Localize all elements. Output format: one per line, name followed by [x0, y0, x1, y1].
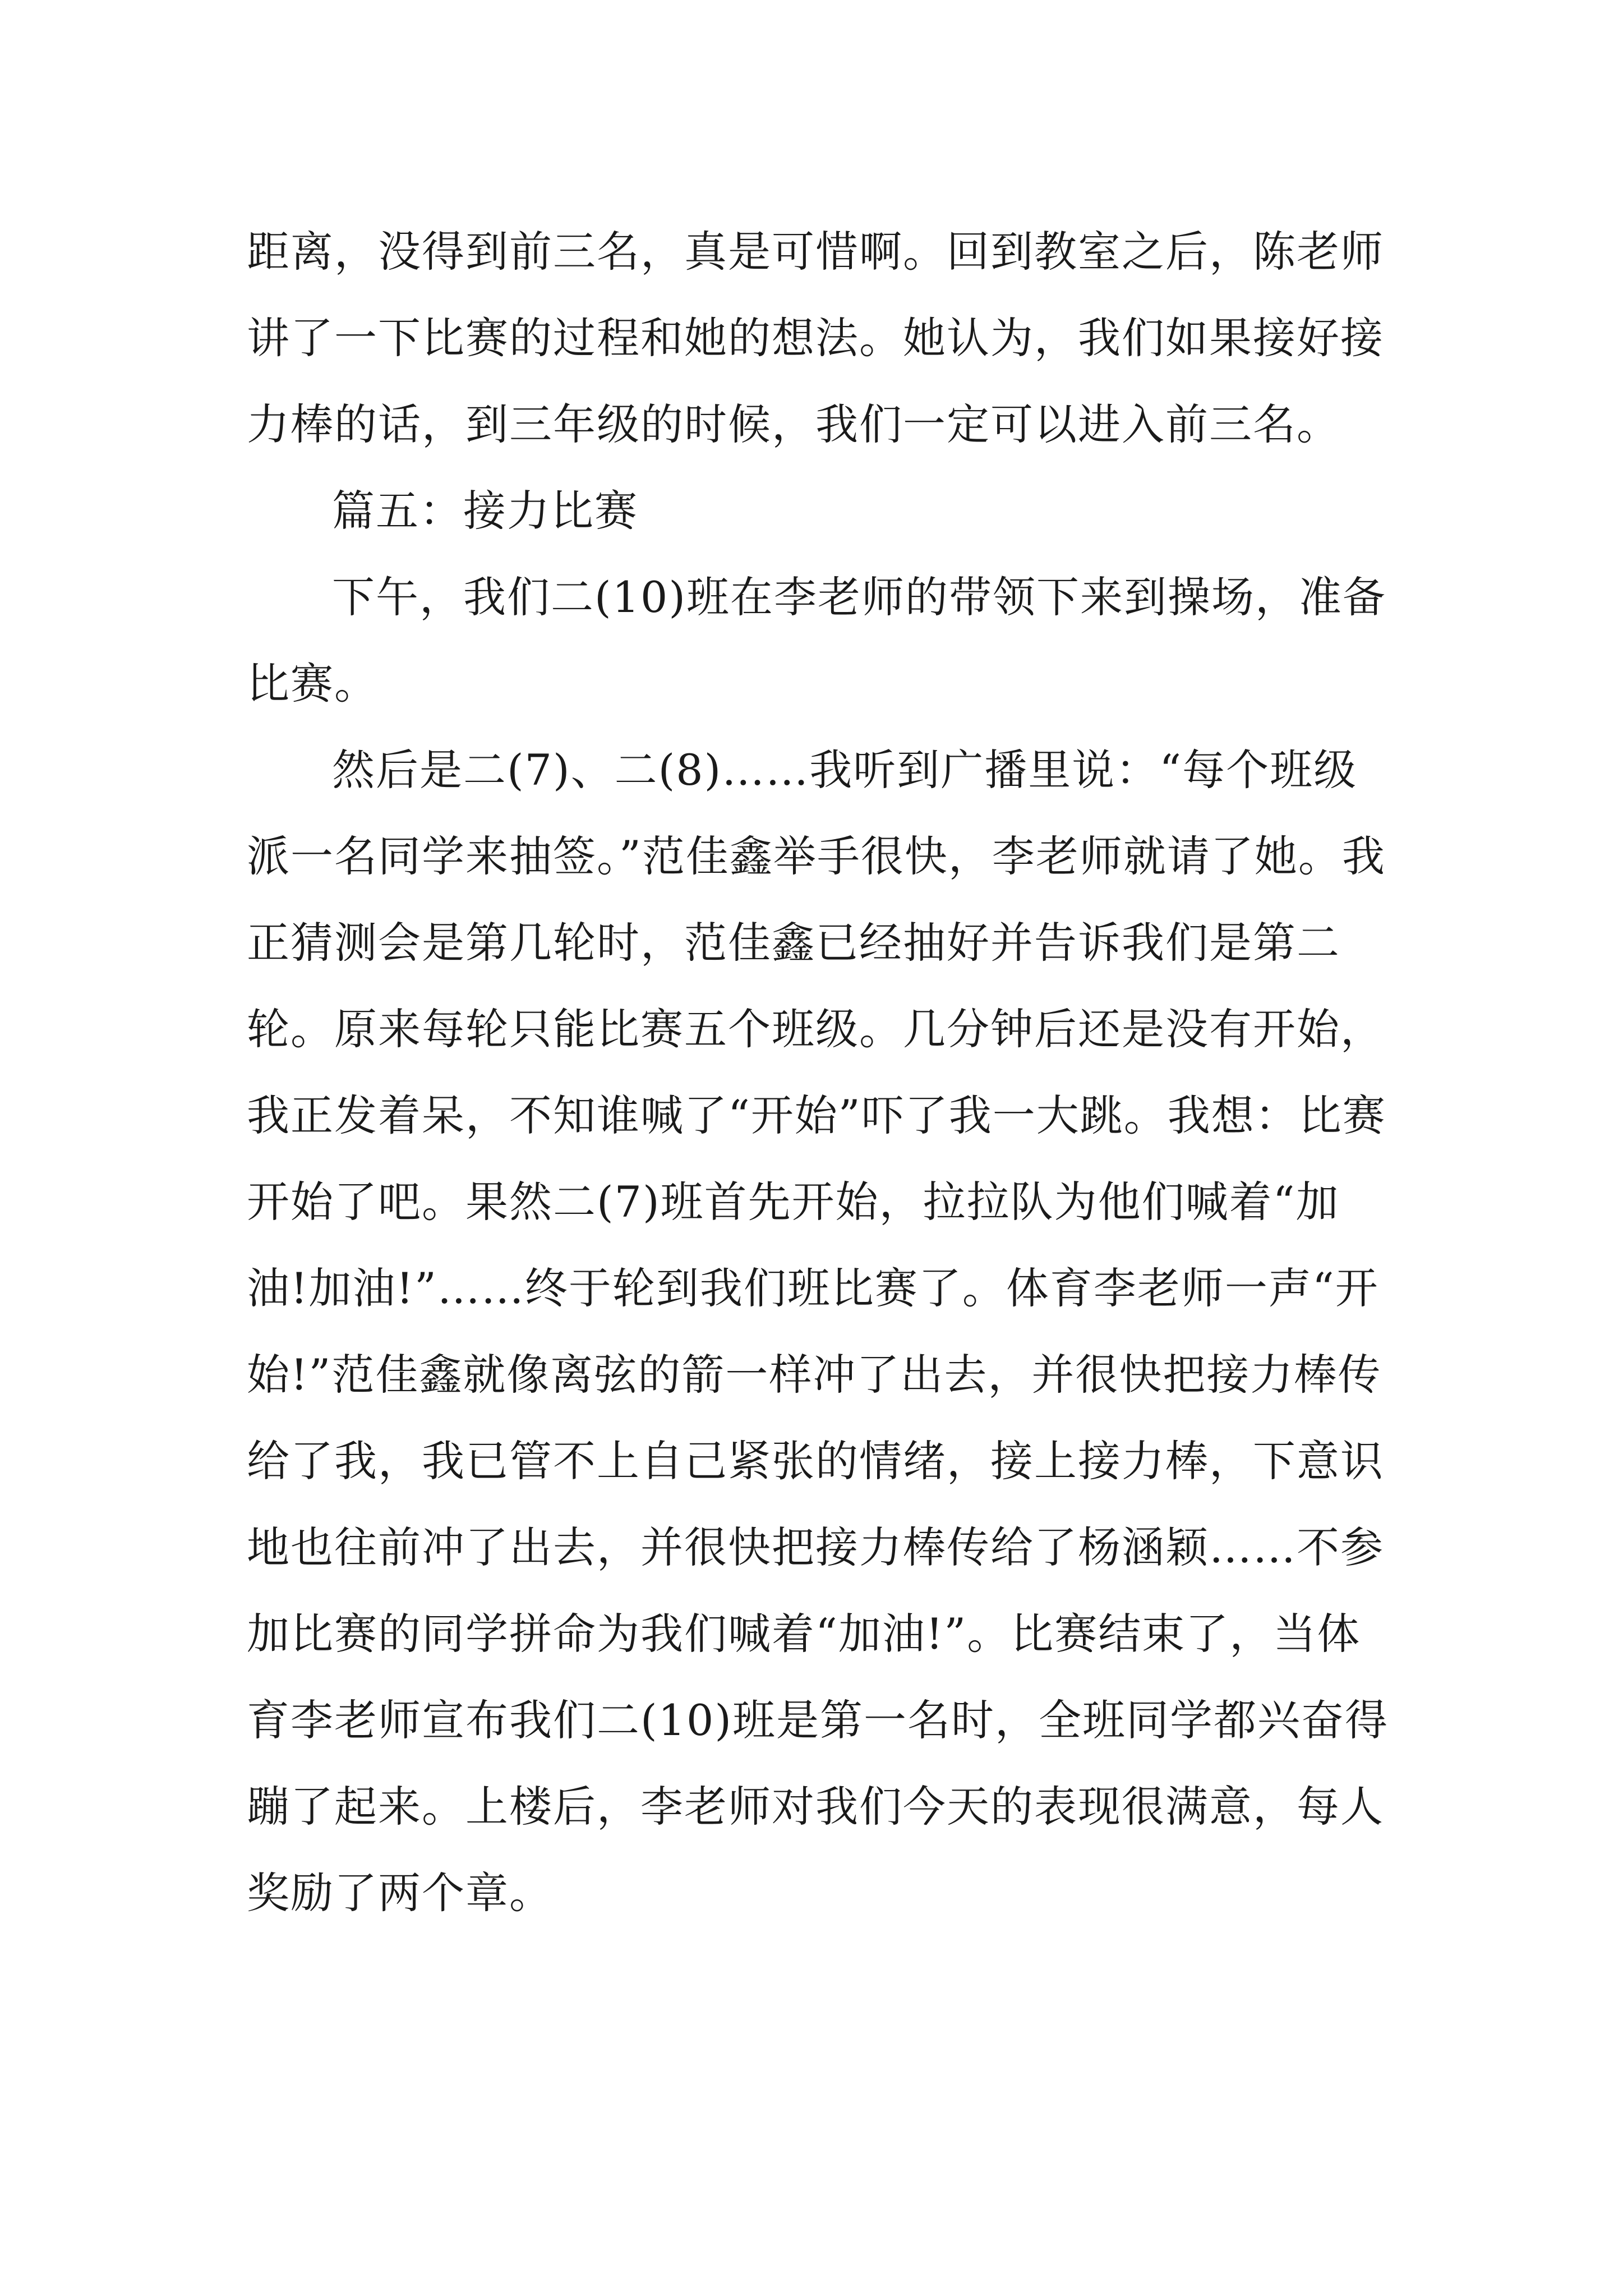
paragraph-main: 然后是二(7)、二(8)……我听到广播里说：“每个班级派一名同学来抽签。”范佳鑫举手很快，李老师就请了她。我正猜测会是第几轮时，范佳鑫已经抽好并告诉我们是第二轮。原来每轮只能比赛五个班级。几分钟后还是没有开始，我正发着呆，不知谁喊了“开始”吓了我一大跳。我想：比赛开始了吧。果然二(7)班首先开始，拉拉队为他们喊着“加油!加油!”……终于轮到我们班比赛了。体育李老师一声“开始!”范佳鑫就像离弦的箭一样冲了出去，并很快把接力棒传给了我，我已管不上自己紧张的情绪，接上接力棒，下意识地也往前冲了出去，并很快把接力棒传给了杨涵颖……不参加比赛的同学拼命为我们喊着“加油!”。比赛结束了，当体育李老师宣布我们二(10)班是第一名时，全班同学都兴奋得蹦了起来。上楼后，李老师对我们今天的表现很满意，每人奖励了两个章。 — [247, 745, 1389, 1918]
paragraph-continuation: 距离，没得到前三名，真是可惜啊。回到教室之后，陈老师讲了一下比赛的过程和她的想法。她认为，我们如果接好接力棒的话，到三年级的时候，我们一定可以进入前三名。 — [247, 227, 1384, 449]
document-body — [247, 209, 1391, 1936]
section-heading: 篇五：接力比赛 — [332, 486, 638, 536]
paragraph-intro: 下午，我们二(10)班在李老师的带领下来到操场，准备比赛。 — [247, 572, 1387, 708]
